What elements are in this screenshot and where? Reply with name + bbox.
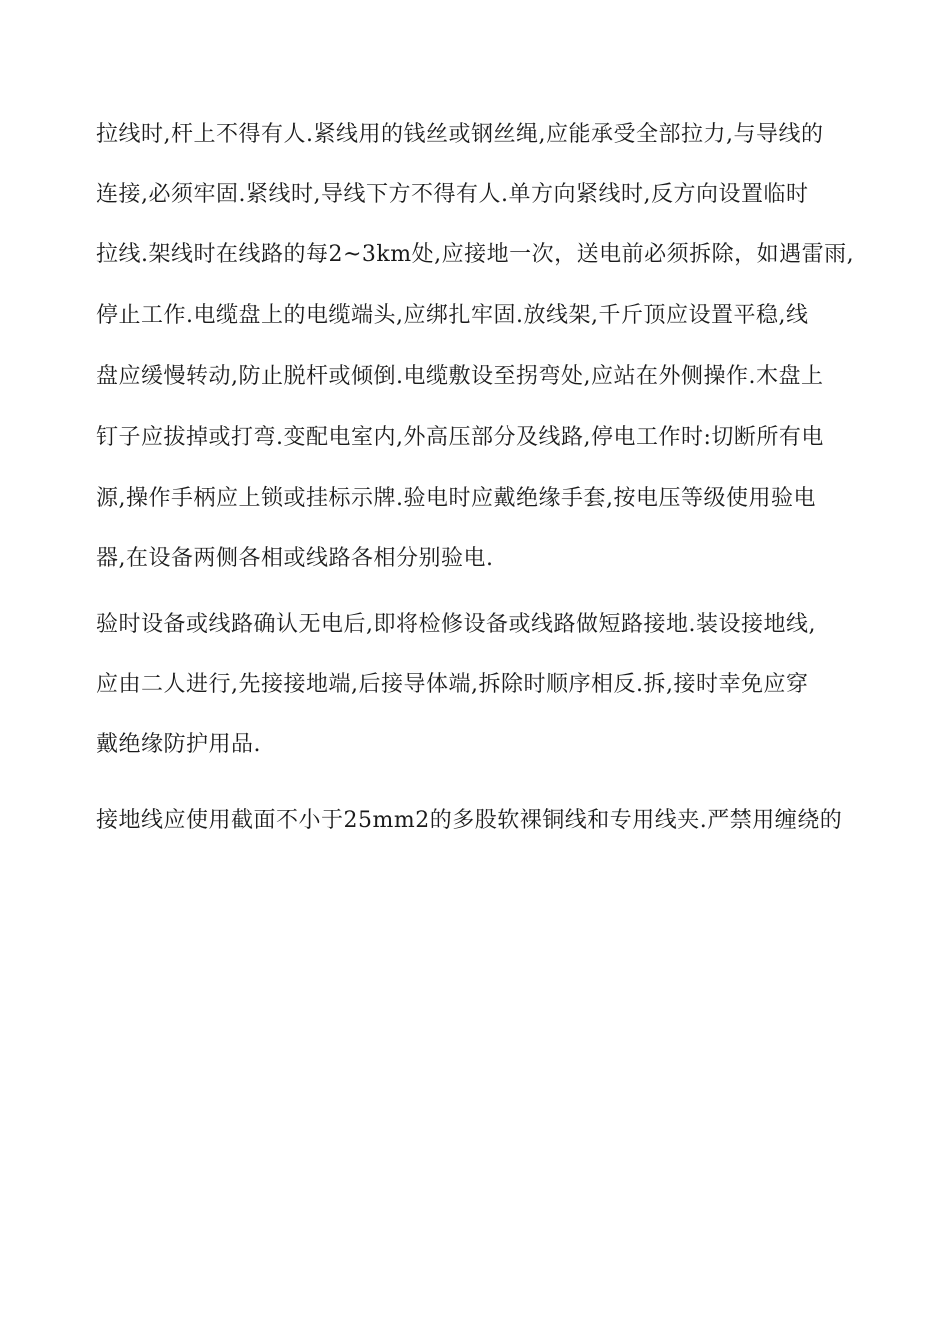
text-line: 钉子应拔掉或打弯.变配电室内,外高压部分及线路,停电工作时:切断所有电 [96, 425, 824, 450]
text-line: 连接,必须牢固.紧线时,导线下方不得有人.单方向紧线时,反方向设置临时 [96, 182, 809, 207]
text-line: 验时设备或线路确认无电后,即将检修设备或线路做短路接地.装设接地线, [96, 612, 816, 637]
text-line: 拉线时,杆上不得有人.紧线用的钱丝或钢丝绳,应能承受全部拉力,与导线的 [96, 122, 824, 147]
text-line: 盘应缓慢转动,防止脱杆或倾倒.电缆敷设至拐弯处,应站在外侧操作.木盘上 [96, 364, 824, 389]
text-line: 应由二人进行,先接接地端,后接导体端,拆除时顺序相反.拆,接时幸免应穿 [96, 672, 809, 697]
text-line: 器,在设备两侧各相或线路各相分别验电. [96, 546, 494, 571]
text-line: 停止工作.电缆盘上的电缆端头,应绑扎牢固.放线架,千斤顶应设置平稳,线 [96, 303, 809, 328]
text-line: 接地线应使用截面不小于25mm2的多股软裸铜线和专用线夹.严禁用缠绕的 [96, 808, 843, 833]
text-line: 源,操作手柄应上锁或挂标示牌.验电时应戴绝缘手套,按电压等级使用验电 [96, 486, 816, 511]
text-line: 拉线.架线时在线路的每2~3km处,应接地一次，送电前必须拆除，如遇雷雨, [96, 242, 855, 267]
text-line: 戴绝缘防护用品. [96, 732, 261, 757]
